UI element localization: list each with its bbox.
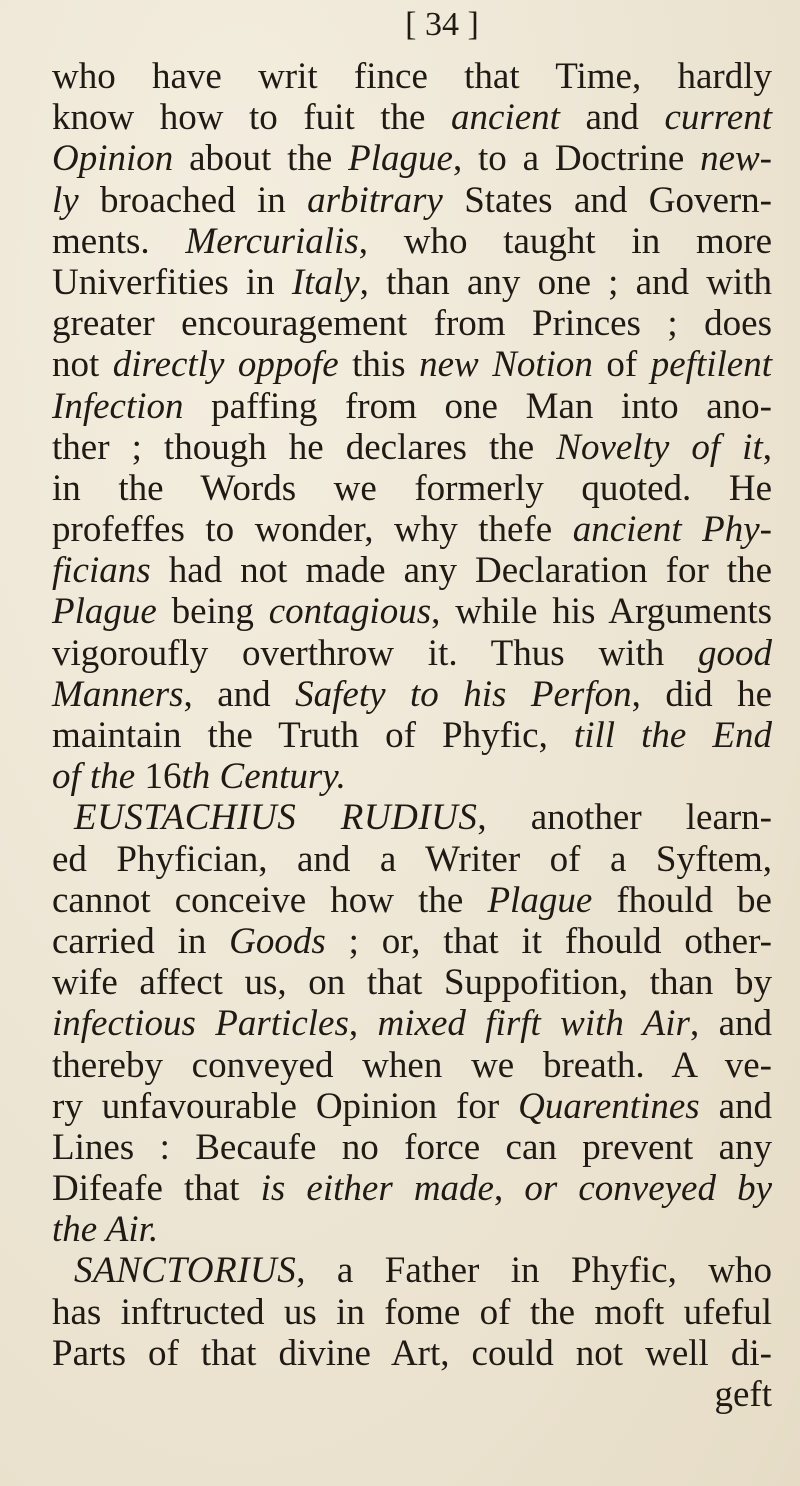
text-segment: the Air. <box>52 1209 159 1251</box>
text-segment: arbitrary <box>307 179 443 221</box>
page-number: [ 34 ] <box>405 6 479 43</box>
text-segment: , and <box>689 1003 773 1045</box>
text-segment: new Notion <box>419 344 593 386</box>
text-segment: Lines : Becaufe no force can prevent any <box>52 1126 772 1168</box>
text-segment: is either made <box>260 1168 494 1210</box>
text-segment: contagious <box>268 591 432 633</box>
text-line <box>52 1086 772 1127</box>
text-segment: 16 <box>144 756 182 798</box>
text-line <box>52 1045 772 1086</box>
text-segment: Mercurialis <box>185 220 359 262</box>
text-line <box>52 221 772 262</box>
text-line <box>52 386 772 427</box>
text-segment: Opinion <box>52 138 174 180</box>
text-segment: paffing from one Man into ano- <box>183 385 772 427</box>
text-segment: ther ; though he declares the <box>52 426 557 468</box>
text-segment: of <box>592 344 651 386</box>
text-line <box>52 756 772 797</box>
text-line <box>52 1003 772 1044</box>
text-segment: , and <box>183 673 296 715</box>
text-segment: vigoroufly overthrow it. Thus with <box>52 632 698 674</box>
text-segment: of the <box>52 756 145 798</box>
text-segment: Parts of that divine Art, could not well di- <box>52 1332 772 1374</box>
text-line <box>52 303 772 344</box>
text-segment: ancient Phy- <box>572 509 773 551</box>
text-segment: , who taught in more <box>358 220 772 262</box>
text-segment: States and Govern- <box>442 179 773 221</box>
text-segment: ments. <box>52 220 186 262</box>
text-segment: ly <box>52 179 79 221</box>
text-segment: , another learn- <box>477 797 773 839</box>
text-segment: , <box>348 1003 378 1045</box>
text-segment: profeffes to wonder, why thefe <box>52 509 573 551</box>
text-segment: current <box>664 97 772 139</box>
text-segment: not <box>52 344 113 386</box>
text-segment: , while his Arguments <box>431 591 773 633</box>
text-segment: directly oppofe <box>112 344 339 386</box>
text-segment: Manners <box>52 673 184 715</box>
text-segment: Novelty of it <box>556 426 763 468</box>
text-segment: had not made any Declaration for the <box>150 550 772 592</box>
text-line <box>52 56 772 97</box>
text-line <box>52 1250 772 1291</box>
text-segment: Goods <box>229 920 326 962</box>
text-line <box>52 674 772 715</box>
text-segment: thereby conveyed when we breath. A ve- <box>52 1044 772 1086</box>
text-segment: cannot conceive how the <box>52 879 488 921</box>
text-segment: fhould be <box>592 879 772 921</box>
text-line <box>52 797 772 838</box>
text-segment: till the End <box>573 715 772 756</box>
text-segment: Plague <box>348 138 453 180</box>
text-segment: ed Phyfician, and a Writer of a Syftem, <box>52 838 772 880</box>
text-segment: carried in <box>52 920 230 962</box>
text-line <box>52 468 772 509</box>
text-segment: , did he <box>631 673 772 715</box>
text-segment: , <box>762 426 772 468</box>
text-segment: Difeafe that <box>52 1168 261 1210</box>
text-line <box>52 1333 772 1374</box>
text-segment: mixed firft with Air <box>377 1003 690 1045</box>
text-segment: EUSTACHIUS RUDIUS <box>74 797 478 839</box>
text-segment: Univerfities in <box>52 261 292 303</box>
text-segment: Italy <box>291 261 360 303</box>
text-line <box>52 880 772 921</box>
text-segment: being <box>156 591 269 633</box>
text-segment: infectious Particles <box>52 1003 349 1045</box>
text-segment: , than any one ; and with <box>359 261 772 303</box>
text-segment: SANCTORIUS <box>74 1250 297 1292</box>
text-segment: ancient <box>451 97 560 139</box>
text-segment: good <box>698 632 772 674</box>
text-segment: Quarentines <box>518 1085 700 1127</box>
text-segment: or conveyed by <box>524 1168 773 1210</box>
text-line <box>52 1374 772 1415</box>
text-segment: ficians <box>52 550 151 592</box>
text-segment: who have writ fince that Time, hardly <box>52 56 772 97</box>
text-line <box>52 591 772 632</box>
text-segment: Infection <box>52 385 184 427</box>
text-segment: has inftructed us in fome of the moft ufeful <box>52 1291 772 1333</box>
text-segment: greater encouragement from Princes ; does <box>52 303 772 345</box>
text-segment: , to a Doctrine <box>452 138 701 180</box>
text-line <box>52 138 772 179</box>
text-segment: , a Father in Phyfic, who <box>296 1250 772 1292</box>
text-segment: know how to fuit the <box>52 97 452 139</box>
text-segment: Plague <box>52 591 157 633</box>
text-line <box>52 1127 772 1168</box>
text-line <box>52 839 772 880</box>
text-line <box>52 262 772 303</box>
text-line <box>52 180 772 221</box>
text-segment: broached in <box>78 179 308 221</box>
text-line <box>52 550 772 591</box>
text-segment: Plague <box>487 879 593 921</box>
text-line <box>52 1209 772 1250</box>
text-segment: ry unfavourable Opinion for <box>52 1085 519 1127</box>
text-line <box>52 633 772 674</box>
text-line <box>52 97 772 138</box>
text-segment: th Century. <box>181 756 346 798</box>
text-segment: new- <box>700 138 773 180</box>
text-segment: geft <box>714 1374 772 1415</box>
body-text <box>52 56 772 1415</box>
text-line <box>52 715 772 756</box>
text-segment: and <box>699 1085 772 1127</box>
text-segment: in the Words we formerly quoted. He <box>52 467 772 509</box>
text-segment: maintain the Truth of Phyfic, <box>52 715 574 756</box>
text-line <box>52 1292 772 1333</box>
text-segment: and <box>559 97 665 139</box>
text-line <box>52 344 772 385</box>
text-segment: Safety to his Perfon <box>295 673 632 715</box>
text-line <box>52 427 772 468</box>
text-segment: ; or, that it fhould other- <box>325 920 772 962</box>
text-line <box>52 1168 772 1209</box>
text-segment: about the <box>173 138 349 180</box>
text-segment: , <box>493 1168 525 1210</box>
text-segment: wife affect us, on that Suppofition, than by <box>52 962 772 1004</box>
text-line <box>52 921 772 962</box>
text-line <box>52 962 772 1003</box>
text-line <box>52 509 772 550</box>
text-segment: peftilent <box>650 344 773 386</box>
text-segment: this <box>338 344 420 386</box>
